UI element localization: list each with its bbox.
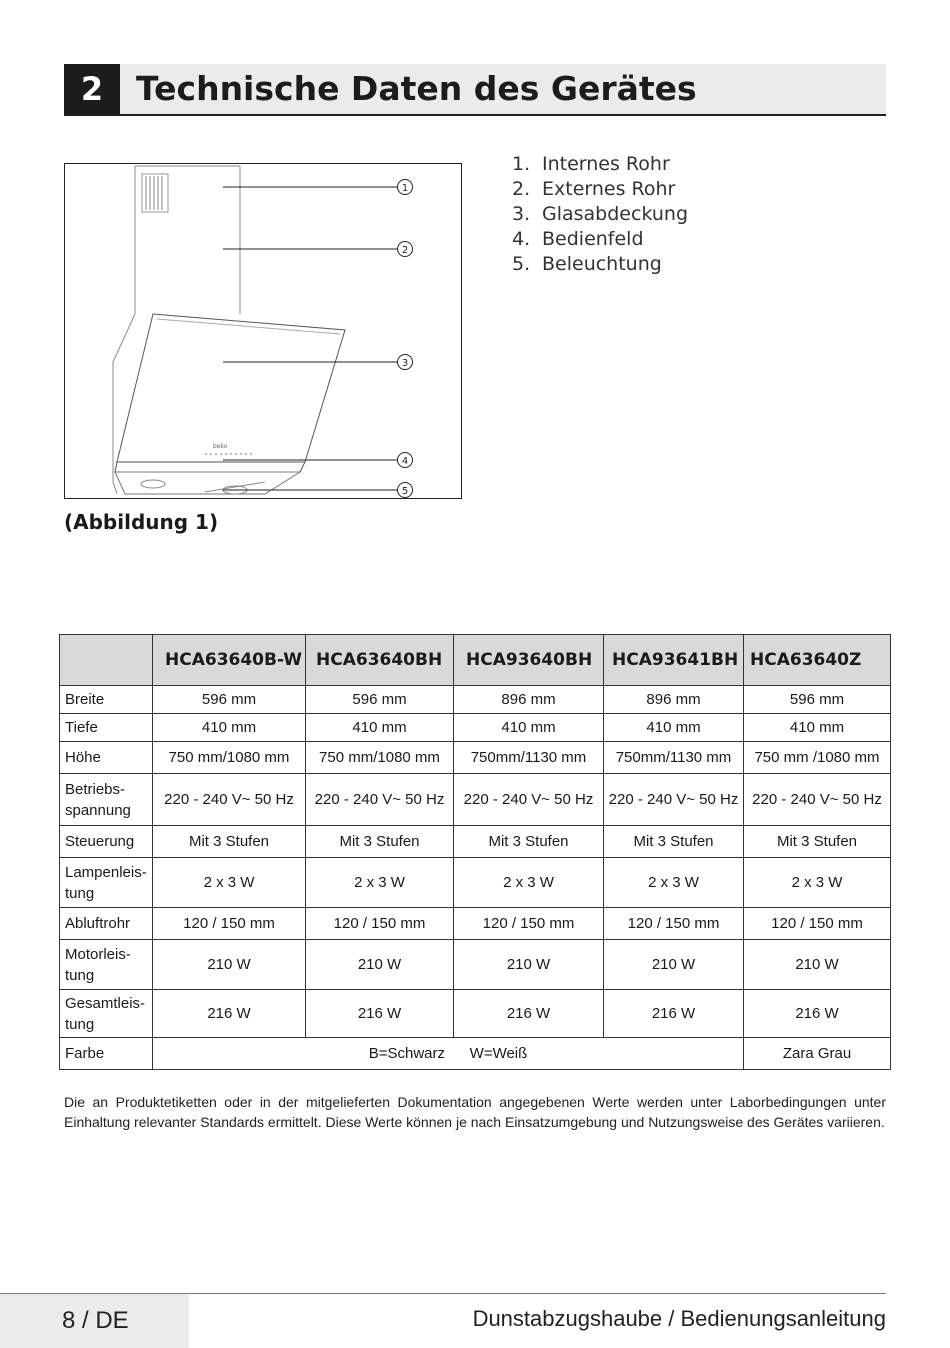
table-cell: 750mm/1130 mm [604,742,744,774]
table-row [60,858,891,908]
table-cell: 410 mm [744,714,891,742]
callout-label: 3 [401,358,409,369]
table-header-row [60,635,891,686]
table-cell: 750 mm/1080 mm [153,742,306,774]
table-cell: 750mm/1130 mm [454,742,604,774]
table-cell: 750 mm/1080 mm [306,742,454,774]
list-number: 4. [512,228,531,250]
table-cell: 220 - 240 V~ 50 Hz [454,774,604,826]
table-cell: 410 mm [454,714,604,742]
section-header [64,64,886,116]
table-row [60,774,891,826]
table-cell: 120 / 150 mm [306,908,454,940]
list-label: Bedienfeld [542,228,644,250]
document-title: Dunstabzugshaube / Bedienungsanleitung [472,1306,886,1331]
table-cell: 596 mm [306,686,454,714]
table-cell: Mit 3 Stufen [454,826,604,858]
table-cell: 210 W [744,940,891,990]
column-header: HCA63640B-W [153,635,306,686]
table-cell: 596 mm [153,686,306,714]
table-cell: 2 x 3 W [454,858,604,908]
list-item [512,227,688,252]
table-cell: 216 W [153,990,306,1038]
list-item [512,252,688,277]
table-cell: 2 x 3 W [306,858,454,908]
parts-list [512,152,688,277]
figure-caption: (Abbildung 1) [64,510,219,534]
table-cell: 210 W [306,940,454,990]
table-cell: 216 W [744,990,891,1038]
table-cell: 596 mm [744,686,891,714]
table-body [60,686,891,1070]
table-cell: Mit 3 Stufen [153,826,306,858]
row-label: Steuerung [60,826,153,858]
list-label: Glasabdeckung [542,203,689,225]
row-label: Abluftrohr [60,908,153,940]
table-cell: 220 - 240 V~ 50 Hz [604,774,744,826]
table-cell: 2 x 3 W [604,858,744,908]
column-header: HCA63640Z [744,635,891,686]
table-cell: 410 mm [604,714,744,742]
table-cell: 210 W [604,940,744,990]
row-label: Breite [60,686,153,714]
list-label: Internes Rohr [542,153,670,175]
color-options-cell: B=Schwarz W=Weiß [153,1038,744,1070]
table-cell: 410 mm [306,714,454,742]
table-cell: 220 - 240 V~ 50 Hz [306,774,454,826]
svg-text:beko: beko [213,443,228,450]
column-header: HCA63640BH [306,635,454,686]
table-cell: 120 / 150 mm [454,908,604,940]
row-label: Lampenleis- tung [60,858,153,908]
table-row [60,742,891,774]
table-cell: 210 W [454,940,604,990]
table-cell: 896 mm [604,686,744,714]
list-label: Externes Rohr [542,178,676,200]
table-cell: 2 x 3 W [153,858,306,908]
table-row [60,908,891,940]
row-label: Motorleis- tung [60,940,153,990]
table-cell: 216 W [306,990,454,1038]
table-cell: 220 - 240 V~ 50 Hz [153,774,306,826]
footnote: Die an Produktetiketten oder in der mitgelieferten Dokumentation angegebenen Werte werden unter Laborbedingungen unter Einhaltung relevanter Standards ermittelt. Diese Werte können je nach Einsatzumgebung und Nutzungsweise des Gerätes variieren. [64,1094,886,1130]
table-cell: Mit 3 Stufen [744,826,891,858]
table-cell: 120 / 150 mm [153,908,306,940]
list-number: 3. [512,203,531,225]
table-cell: 120 / 150 mm [604,908,744,940]
hood-figure [64,163,462,499]
list-label: Beleuchtung [542,253,662,275]
table-cell: 120 / 150 mm [744,908,891,940]
table-cell: 216 W [604,990,744,1038]
table-cell: 216 W [454,990,604,1038]
section-title: Technische Daten des Gerätes [136,69,697,108]
row-label: Höhe [60,742,153,774]
table-cell: 2 x 3 W [744,858,891,908]
column-header: HCA93640BH [454,635,604,686]
list-number: 2. [512,178,531,200]
list-item [512,177,688,202]
table-cell: Mit 3 Stufen [306,826,454,858]
callout-label: 2 [401,245,409,256]
color-zara-cell: Zara Grau [744,1038,891,1070]
row-label: Gesamtleis- tung [60,990,153,1038]
cooker-hood-drawing [65,164,461,498]
table-cell: 410 mm [153,714,306,742]
table-cell: 896 mm [454,686,604,714]
table-row [60,714,891,742]
row-label: Farbe [60,1038,153,1070]
column-header: HCA93641BH [604,635,744,686]
table-cell: 220 - 240 V~ 50 Hz [744,774,891,826]
list-item [512,152,688,177]
callout-label: 5 [401,486,409,497]
section-number: 2 [64,64,120,114]
specs-table [59,634,891,1070]
table-cell: 210 W [153,940,306,990]
table-row [60,826,891,858]
list-item [512,202,688,227]
table-cell: 750 mm /1080 mm [744,742,891,774]
table-row [60,940,891,990]
row-label: Betriebs- spannung [60,774,153,826]
table-row [60,990,891,1038]
header-empty [60,635,153,686]
list-number: 1. [512,153,531,175]
list-number: 5. [512,253,531,275]
table-row-color [60,1038,891,1070]
callout-label: 4 [401,456,409,467]
table-cell: Mit 3 Stufen [604,826,744,858]
row-label: Tiefe [60,714,153,742]
table-row [60,686,891,714]
callout-label: 1 [401,183,409,194]
page-number: 8 / DE [62,1307,129,1334]
